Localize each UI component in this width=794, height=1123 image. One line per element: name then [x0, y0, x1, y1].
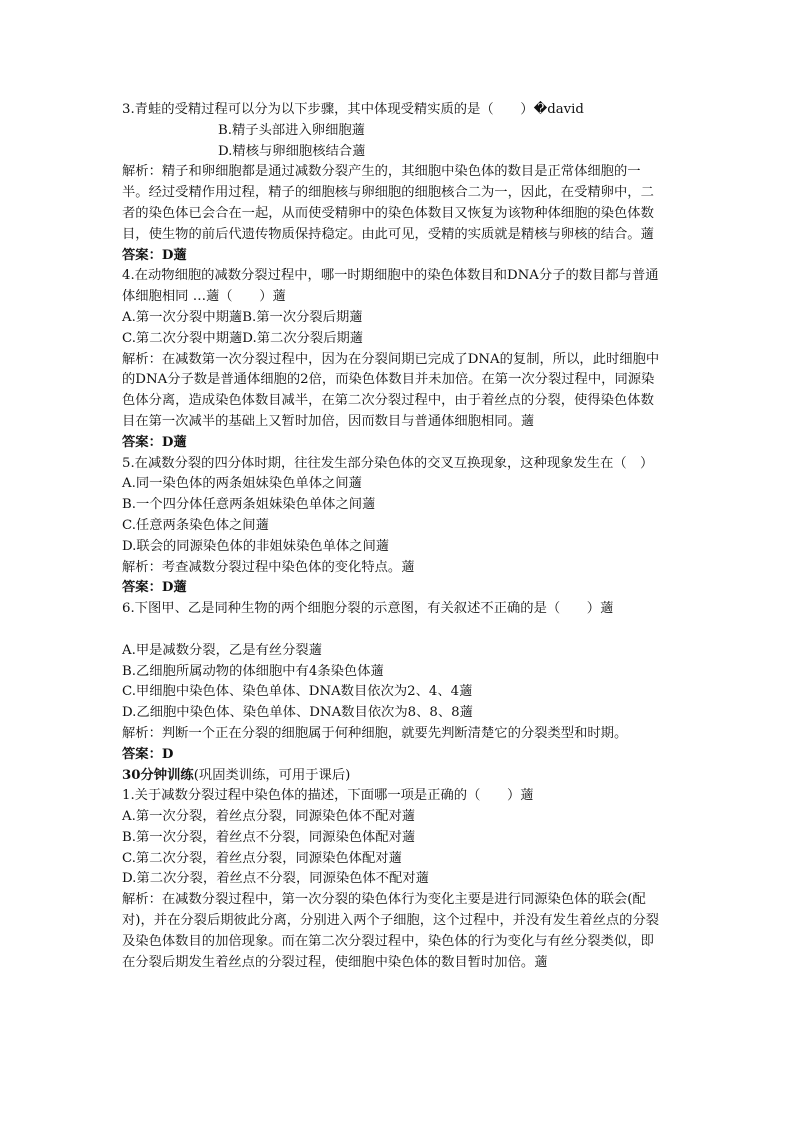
question-6-option-a: A.甲是减数分裂，乙是有丝分裂藡 [122, 642, 322, 658]
question-4-options-cd: C.第二次分裂中期藡D.第二次分裂后期藡 [122, 330, 364, 346]
question-5-analysis: 解析：考查减数分裂过程中染色体的变化特点。藡 [122, 559, 415, 575]
figure-placeholder-gap [122, 620, 662, 641]
question-4-stem: 4.在动物细胞的减数分裂过程中，哪一时期细胞中的染色体数目和DNA分子的数目都与普通体细胞相同 …藡（ ）藡 [122, 268, 659, 305]
question-6-stem: 6.下图甲、乙是同种生物的两个细胞分裂的示意图，有关叙述不正确的是（ ）藡 [122, 601, 614, 617]
document-body [122, 100, 662, 973]
question-4-options-ab: A.第一次分裂中期藡B.第一次分裂后期藡 [122, 309, 363, 325]
section-heading-line [122, 766, 662, 787]
question-5-option-a: A.同一染色体的两条姐妹染色单体之间藡 [122, 476, 362, 492]
question-5-option-b: B.一个四分体任意两条姐妹染色单体之间藡 [122, 497, 376, 513]
question-3-analysis: 解析：精子和卵细胞都是通过减数分裂产生的，其细胞中染色体的数目是正常体细胞的一半。经过受精作用过程，精子的细胞核与卵细胞的细胞核合二为一，因此，在受精卵中，二者的染色体已会合在一起，从而使受精卵中的染色体数目又恢复为该物种体细胞的染色体数目，使生物的前后代遗传物质保持稳定。由此可见，受精的实质就是精核与卵核的结合。藡 [122, 164, 654, 242]
question-6-analysis: 解析：判断一个正在分裂的细胞属于何种细胞，就要先判断清楚它的分裂类型和时期。 [122, 725, 628, 741]
question-b1-analysis: 解析：在减数分裂过程中，第一次分裂的染色体行为变化主要是进行同源染色体的联会(配对)，并在分裂后期彼此分离，分别进入两个子细胞，这个过程中，并没有发生着丝点的分裂及染色体数目的加倍现象。而在第二次分裂过程中，染色体的行为变化与有丝分裂类似，即在分裂后期发生着丝点的分裂过程，使细胞中染色体的数目暂时加倍。藡 [122, 892, 660, 970]
question-5-option-d: D.联会的同源染色体的非姐妹染色单体之间藡 [122, 538, 390, 554]
question-b1-option-a: A.第一次分裂，着丝点分裂，同源染色体不配对藡 [122, 809, 416, 825]
question-5-option-c: C.任意两条染色体之间藡 [122, 517, 269, 533]
question-b1-stem: 1.关于减数分裂过程中染色体的描述，下面哪一项是正确的（ ）藡 [122, 788, 534, 804]
question-4-answer: 答案：D藡 [122, 434, 187, 450]
question-3-answer: 答案：D藡 [122, 247, 187, 263]
question-4-analysis: 解析：在减数第一次分裂过程中，因为在分裂间期已完成了DNA的复制，所以，此时细胞中的DNA分子数是普通体细胞的2倍，而染色体数目并未加倍。在第一次分裂过程中，同源染色体分离，造成染色体数目减半，在第二次分裂过程中，由于着丝点的分裂，使得染色体数目在第一次减半的基础上又暂时加倍，因而数目与普通体细胞相同。藡 [122, 351, 660, 429]
question-3-option-d: D.精核与卵细胞核结合藡 [218, 143, 366, 159]
question-b1-option-b: B.第一次分裂，着丝点不分裂，同源染色体配对藡 [122, 829, 416, 845]
section-note: (巩固类训练，可用于课后) [193, 767, 351, 783]
question-b1-option-c: C.第二次分裂，着丝点分裂，同源染色体配对藡 [122, 850, 402, 866]
question-6-option-c: C.甲细胞中染色体、染色单体、DNA数目依次为2、4、4藡 [122, 684, 473, 700]
question-5-stem: 5.在减数分裂的四分体时期，往往发生部分染色体的交叉互换现象，这种现象发生在（ ） [122, 455, 654, 471]
question-3-stem: 3.青蛙的受精过程可以分为以下步骤，其中体现受精实质的是（ ）�david [122, 102, 584, 117]
question-5-answer: 答案：D藡 [122, 580, 187, 596]
question-6-option-b: B.乙细胞所属动物的体细胞中有4条染色体藡 [122, 663, 384, 679]
question-b1-option-d: D.第二次分裂，着丝点不分裂，同源染色体不配对藡 [122, 871, 429, 887]
section-heading: 30分钟训练 [122, 767, 194, 783]
question-6-option-d: D.乙细胞中染色体、染色单体、DNA数目依次为8、8、8藡 [122, 705, 473, 721]
question-6-answer: 答案：D [122, 746, 174, 762]
question-3-option-b: B.精子头部进入卵细胞藡 [218, 122, 365, 138]
